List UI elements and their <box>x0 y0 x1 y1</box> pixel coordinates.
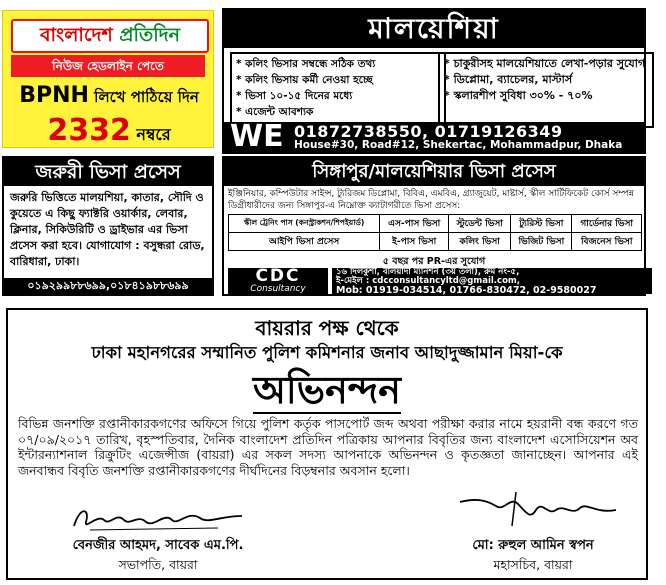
bpnh-ad <box>2 10 214 148</box>
cdc-logo-text: CDC <box>255 266 301 286</box>
bpnh-brand <box>11 19 209 53</box>
malaysia-left-list <box>230 52 446 128</box>
cdc-mobile: Mob: 01919-034514, 01766-830472, 02-9580027 <box>336 284 597 296</box>
cdc-contact <box>332 268 652 294</box>
table-cell: এস-পাস ভিসা <box>380 215 449 233</box>
left-signature-image <box>68 500 248 536</box>
table-row <box>229 215 642 233</box>
urgent-body: জরুরি ভিত্তিতে মালয়শিয়া, কাতার, সৌদি ও কুয়েতে এ কিছু ফ্যাক্টরি ওয়ার্কার, লেবার, ক্লিনার, সিকিউরিটি ও ড্রাইভার এর ভিসা প্রসেস করা হবে। যোগাযোগ : বসুন্ধরা রোড, বারিধারা, ঢাকা। <box>10 191 205 268</box>
bpnh-keyword-rest: লিখে পাঠিয়ে দিন <box>88 88 199 106</box>
urgent-title: জরুরী ভিসা প্রসেস <box>4 158 212 186</box>
list-item: * চাকুরীসহ মালয়েশিয়াতে লেখা-পড়ার সুযোগ <box>444 57 646 70</box>
left-signatory-role: সভাপতি, বায়রা <box>118 557 198 572</box>
brand-red-text: বাংলাদেশ <box>39 24 120 46</box>
malaysia-contact-bar <box>224 119 644 154</box>
table-cell: কলিং ভিসা <box>449 233 511 251</box>
notice-paragraph: বিভিন্ন জনশক্তি রপ্তানীকারকগণের অফিসে গিয়ে পুলিশ কর্তৃক পাসপোর্ট জব্দ অথবা পরীক্ষা করার নামে হয়রানী বন্ধ করণে গত ০৭/০৯/২০১৭ তারিখ, বৃহস্পতিবার, দৈনিক বাংলাদেশ প্রতিদিন পত্রিকায় আপনার বিবৃতির জন্য বাংলাদেশ এসোসিয়েশন অব ইন্টারন্যাশনাল রিক্রুটিং এজেন্সীজ (বায়রা) এর সকল সদস্য আপনাকে অভিনন্দন ও কৃতজ্ঞতা জানাচ্ছেন। আপনার এই জনবান্ধব বিবৃতি জনশক্তি রপ্তানীকারকগণের দীর্ঘদিনের বিড়ম্বনার অবসান হলো। <box>18 416 638 478</box>
table-cell: ট্যুরিস্ট ভিসা <box>511 215 572 233</box>
list-item: * ভিসা ১০-১৫ দিনের মধ্যে <box>236 90 353 102</box>
we-logo: WE <box>230 119 284 154</box>
brand-green-text: প্রতিদিন <box>119 24 181 46</box>
congratulation-notice <box>6 308 648 580</box>
headline-text: অভিনন্দন <box>253 368 401 412</box>
bpnh-keyword-line <box>3 83 215 111</box>
table-cell: বিজনেস ভিসা <box>572 233 642 251</box>
cdc-address: ১৬ দিলকুশা, বলিয়াদী ম্যানশন (৩য় তলা), রুম নং-৫, <box>336 267 520 277</box>
notice-recipient: ঢাকা মহানগরের সম্মানিত পুলিশ কমিশনার জনাব আছাদুজ্জামান মিয়া-কে <box>91 343 563 362</box>
notice-from: বায়রার পক্ষ থেকে <box>255 316 399 340</box>
singapore-title: সিঙ্গাপুর/মালয়েশিয়ার ভিসা প্রসেস <box>224 158 644 186</box>
table-cell: স্টুডেন্ট ভিসা <box>449 215 511 233</box>
table-cell: স্কীল ট্রেনিং পাস (কনস্ট্রাকশন/শিপইয়ার্ড) <box>229 215 380 233</box>
notice-headline <box>8 368 646 412</box>
left-signatory-name: বেনজীর আহমদ, সাবেক এম.পি. <box>72 538 244 553</box>
right-signature-image <box>456 486 626 534</box>
pr-note: ৫ বছর পর PR-এর সুযোগ <box>382 256 486 267</box>
bpnh-band: নিউজ হেডলাইন পেতে <box>11 55 205 77</box>
table-cell: ই-পাস ভিসা <box>380 233 449 251</box>
right-signatory <box>428 536 638 577</box>
cdc-email: ই-মেইল : cdcconsultancyltd@gmail.com, <box>336 275 520 286</box>
malaysia-ad <box>222 8 646 154</box>
singapore-ad <box>222 156 646 296</box>
bpnh-number: 2332 <box>47 113 131 148</box>
cdc-logo-subtext: Consultancy <box>250 284 306 294</box>
singapore-intro: ইঞ্জিনিয়ার, কম্পিউটার সাইন্স, ট্যুরিজম ডিপ্লোমা, বিবিএ, এমবিএ, গ্র্যাজুয়েট, মাষ্টার্স, স্কীল সার্টিফিকেট কোর্স সম্পন্ন ডিগ্রীধারীদের জন্য সিঙ্গাপুর-এ নিম্নোক্ত ক্যাটাগরীতে ভিসা প্রসেস: <box>228 189 634 211</box>
list-item: * কলিং ভিসার সম্বন্ধে সঠিক তথ্য <box>236 58 376 70</box>
table-cell: গার্ডেনার ভিসা <box>572 215 642 233</box>
table-row <box>229 233 642 251</box>
malaysia-address: House#30, Road#12, Shekertac, Mohammadpur, Dhaka <box>294 139 623 151</box>
visa-category-table <box>228 214 642 251</box>
left-signatory <box>28 536 288 577</box>
malaysia-title: মালয়েশিয়া <box>224 10 644 48</box>
list-item: * এজেন্ট আবশ্যক <box>236 106 314 118</box>
bpnh-keyword: BPNH <box>19 83 89 108</box>
list-item: * ডিপ্লোমা, ব্যাচেলর, মাস্টার্স <box>444 73 573 86</box>
urgent-phones: ০১৯২৯৯৮৮৬৯৯,০১৮৪১৯৮৮৬৯৯ <box>4 278 212 294</box>
table-cell: আইপি ভিসা প্রসেস <box>229 233 380 251</box>
urgent-visa-ad <box>2 156 214 296</box>
table-cell: ভিজিট ভিসা <box>511 233 572 251</box>
bpnh-number-rest: নম্বরে <box>130 125 171 144</box>
cdc-logo <box>228 268 328 294</box>
list-item: * স্কলারশীপ সুবিধা ৩০% - ৭০% <box>444 89 593 102</box>
right-signatory-name: মো: রুহুল আমিন স্বপন <box>472 538 594 553</box>
malaysia-right-list <box>438 52 654 128</box>
list-item: * কলিং ভিসায় কর্মী নেওয়া হচ্ছে <box>236 74 373 86</box>
bpnh-number-line <box>3 113 215 149</box>
malaysia-phones: 01872738550, 01719126349 <box>294 122 563 141</box>
right-signatory-role: মহাসচিব, বায়রা <box>493 557 573 572</box>
